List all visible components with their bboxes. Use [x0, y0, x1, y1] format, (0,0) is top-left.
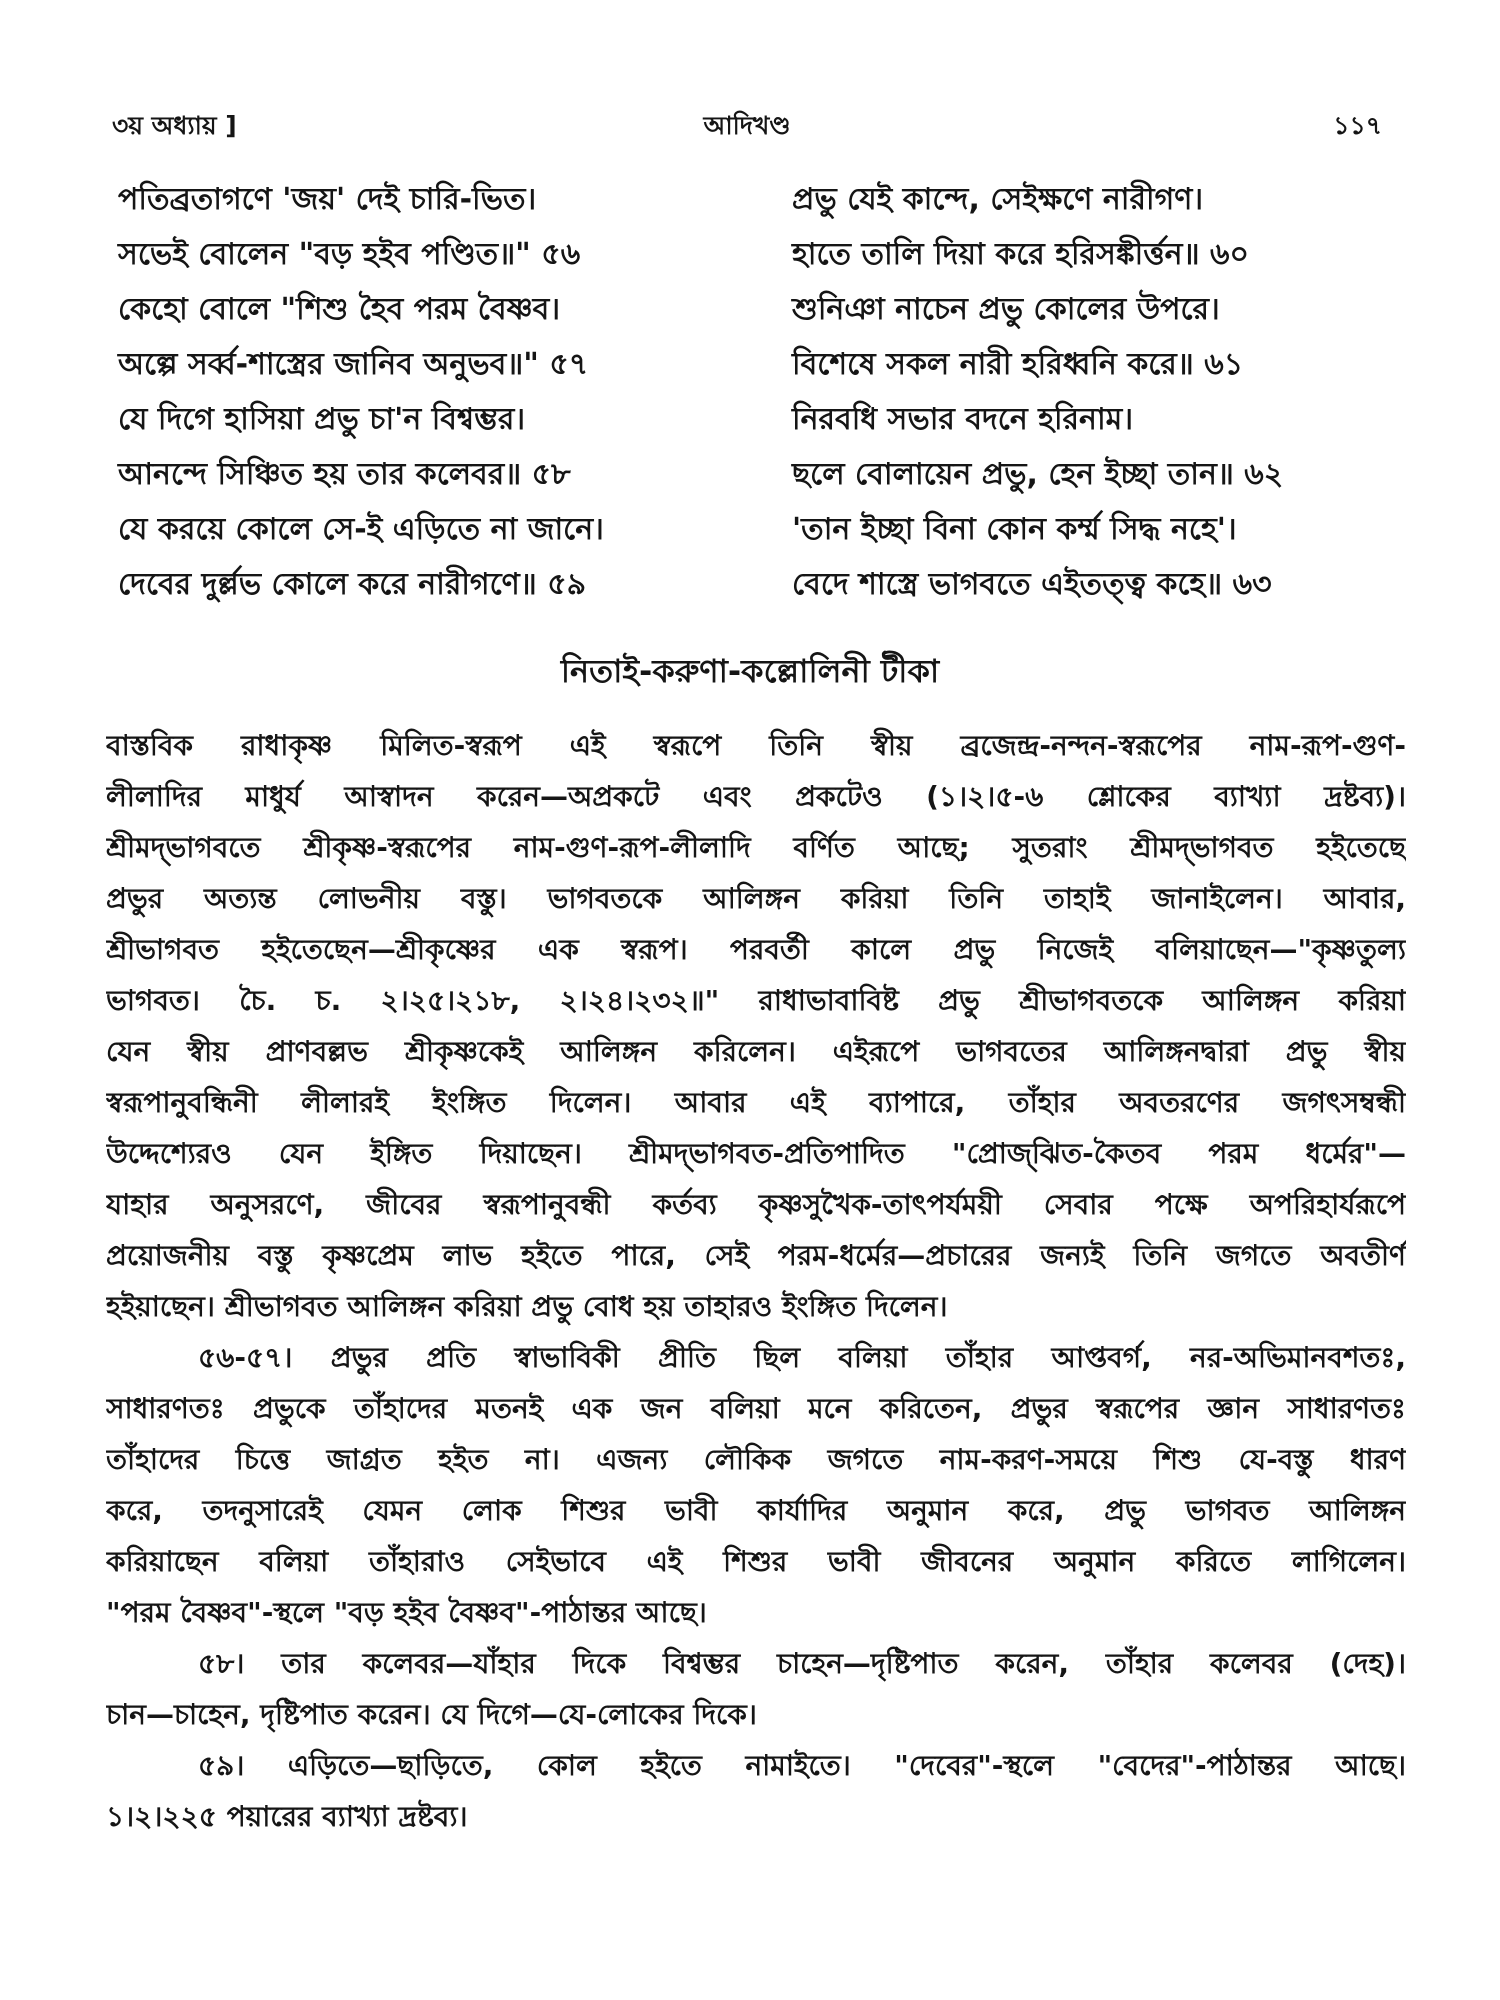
commentary-line: হইয়াছেন। শ্রীভাগবত আলিঙ্গন করিয়া প্রভু বোধ হয় তাহারও ইংঙ্গিত দিলেন। [106, 1290, 948, 1323]
commentary-paragraph [106, 1332, 1406, 1638]
verse-line: প্রভু যেই কান্দে, সেইক্ষণে নারীগণ। [792, 182, 1204, 217]
verse-line: যে দিগে হাসিয়া প্রভু চা'ন বিশ্বম্ভর। [118, 402, 526, 437]
verse-line: অল্পে সর্ব্ব-শাস্ত্রের জানিব অনুভব॥" ৫৭ [118, 347, 589, 382]
commentary-line: শ্রীভাগবত হইতেছেন—শ্রীকৃষ্ণের এক স্বরূপ। পরবর্তী কালে প্রভু নিজেই বলিয়াছেন—"কৃষ্ণতুল্য [106, 933, 1406, 966]
commentary-line: "পরম বৈষ্ণব"-স্থলে "বড় হইব বৈষ্ণব"-পাঠান্তর আছে। [106, 1596, 707, 1629]
verse-line: দেবের দুর্ল্লভ কোলে করে নারীগণে॥ ৫৯ [118, 567, 587, 602]
commentary-line: ৫৯। এড়িতে—ছাড়িতে, কোল হইতে নামাইতে। "দেবের"-স্থলে "বেদের"-পাঠান্তর আছে। [198, 1749, 1406, 1782]
verse-line: নিরবধি সভার বদনে হরিনাম। [792, 402, 1134, 437]
section-title: আদিখণ্ড [703, 111, 791, 140]
page-number: ১১৭ [1333, 111, 1382, 140]
commentary-line: ভাগবত। চৈ. চ. ২।২৫।২১৮, ২।২৪।২৩২॥" রাধাভাবাবিষ্ট প্রভু শ্রীভাগবতকে আলিঙ্গন করিয়া [106, 984, 1406, 1017]
commentary-line: ৫৬-৫৭। প্রভুর প্রতি স্বাভাবিকী প্রীতি ছিল বলিয়া তাঁহার আপ্তবর্গ, নর-অভিমানবশতঃ, [198, 1341, 1406, 1374]
commentary-line: তাঁহাদের চিত্তে জাগ্রত হইত না। এজন্য লৌকিক জগতে নাম-করণ-সময়ে শিশু যে-বস্তু ধারণ [106, 1443, 1406, 1476]
commentary-title: নিতাই-করুণা-কল্লোলিনী টীকা [560, 652, 940, 690]
commentary-line: সাধারণতঃ প্রভুকে তাঁহাদের মতনই এক জন বলিয়া মনে করিতেন, প্রভুর স্বরূপের জ্ঞান সাধারণতঃ [106, 1392, 1406, 1425]
commentary-line: স্বরূপানুবন্ধিনী লীলারই ইংঙ্গিত দিলেন। আবার এই ব্যাপারে, তাঁহার অবতরণের জগৎসম্বন্ধী [106, 1086, 1406, 1119]
verse-line: কেহো বোলে "শিশু হৈব পরম বৈষ্ণব। [118, 292, 561, 327]
verse-line: বিশেষে সকল নারী হরিধ্বনি করে॥ ৬১ [792, 347, 1244, 382]
commentary-line: উদ্দেশ্যেরও যেন ইঙ্গিত দিয়াছেন। শ্রীমদ্‌ভাগবত-প্রতিপাদিত "প্রোজ্‌ঝিত-কৈতব পরম ধর্মের"— [106, 1137, 1406, 1170]
commentary-line: করে, তদনুসারেই যেমন লোক শিশুর ভাবী কার্যাদির অনুমান করে, প্রভু ভাগবত আলিঙ্গন [106, 1494, 1406, 1527]
verse-column-left [118, 172, 758, 612]
commentary-line: শ্রীমদ্‌ভাগবতে শ্রীকৃষ্ণ-স্বরূপের নাম-গুণ-রূপ-লীলাদি বর্ণিত আছে; সুতরাং শ্রীমদ্‌ভাগবত হইতেছে [106, 831, 1406, 864]
verse-line: সভেই বোলেন "বড় হইব পণ্ডিত॥" ৫৬ [118, 237, 581, 272]
verse-column-right [792, 172, 1412, 612]
verse-line: 'তান ইচ্ছা বিনা কোন কর্ম্ম সিদ্ধ নহে'। [792, 512, 1237, 547]
commentary-paragraph [106, 720, 1406, 1332]
verse-line: হাতে তালি দিয়া করে হরিসঙ্কীর্ত্তন॥ ৬০ [792, 237, 1250, 272]
verse-line: বেদে শাস্ত্রে ভাগবতে এইতত্ত্ব কহে॥ ৬৩ [792, 567, 1272, 602]
commentary-line: করিয়াছেন বলিয়া তাঁহারাও সেইভাবে এই শিশুর ভাবী জীবনের অনুমান করিতে লাগিলেন। [106, 1545, 1406, 1578]
commentary-body [106, 720, 1406, 1842]
commentary-line: যাহার অনুসরণে, জীবের স্বরূপানুবন্ধী কর্তব্য কৃষ্ণসুখৈক-তাৎপর্যময়ী সেবার পক্ষে অপরিহার্যরূপে [106, 1188, 1406, 1221]
commentary-paragraph [106, 1740, 1406, 1842]
commentary-line: লীলাদির মাধুর্য আস্বাদন করেন—অপ্রকটে এবং প্রকটেও (১।২।৫-৬ শ্লোকের ব্যাখ্যা দ্রষ্টব্য)। [106, 780, 1406, 813]
verse-line: ছলে বোলায়েন প্রভু, হেন ইচ্ছা তান॥ ৬২ [792, 457, 1284, 492]
commentary-line: প্রয়োজনীয় বস্তু কৃষ্ণপ্রেম লাভ হইতে পারে, সেই পরম-ধর্মের—প্রচারের জন্যই তিনি জগতে অবতীর্ণ [106, 1239, 1406, 1272]
verse-line: পতিব্রতাগণে 'জয়' দেই চারি-ভিত। [118, 182, 537, 217]
commentary-line: চান—চাহেন, দৃষ্টিপাত করেন। যে দিগে—যে-লোকের দিকে। [106, 1698, 757, 1731]
commentary-line: যেন স্বীয় প্রাণবল্লভ শ্রীকৃষ্ণকেই আলিঙ্গন করিলেন। এইরূপে ভাগবতের আলিঙ্গনদ্বারা প্রভু স্বীয় [106, 1035, 1406, 1068]
commentary-paragraph [106, 1638, 1406, 1740]
verse-line: যে করয়ে কোলে সে-ই এড়িতে না জানে। [118, 512, 604, 547]
verse-line: শুনিঞা নাচেন প্রভু কোলের উপরে। [792, 292, 1220, 327]
commentary-line: ৫৮। তার কলেবর—যাঁহার দিকে বিশ্বম্ভর চাহেন—দৃষ্টিপাত করেন, তাঁহার কলেবর (দেহ)। [198, 1647, 1406, 1680]
commentary-line: বাস্তবিক রাধাকৃষ্ণ মিলিত-স্বরূপ এই স্বরূপে তিনি স্বীয় ব্রজেন্দ্র-নন্দন-স্বরূপের নাম-রূপ-গুণ- [106, 729, 1406, 762]
verse-line: আনন্দে সিঞ্চিত হয় তার কলেবর॥ ৫৮ [118, 457, 571, 492]
commentary-line: প্রভুর অত্যন্ত লোভনীয় বস্তু। ভাগবতকে আলিঙ্গন করিয়া তিনি তাহাই জানাইলেন। আবার, [106, 882, 1406, 915]
verse-block [0, 172, 1500, 612]
commentary-line: ১।২।২২৫ পয়ারের ব্যাখ্যা দ্রষ্টব্য। [106, 1800, 468, 1833]
chapter-label: ৩য় অধ্যায় ] [112, 111, 237, 140]
page-header [112, 106, 1382, 150]
